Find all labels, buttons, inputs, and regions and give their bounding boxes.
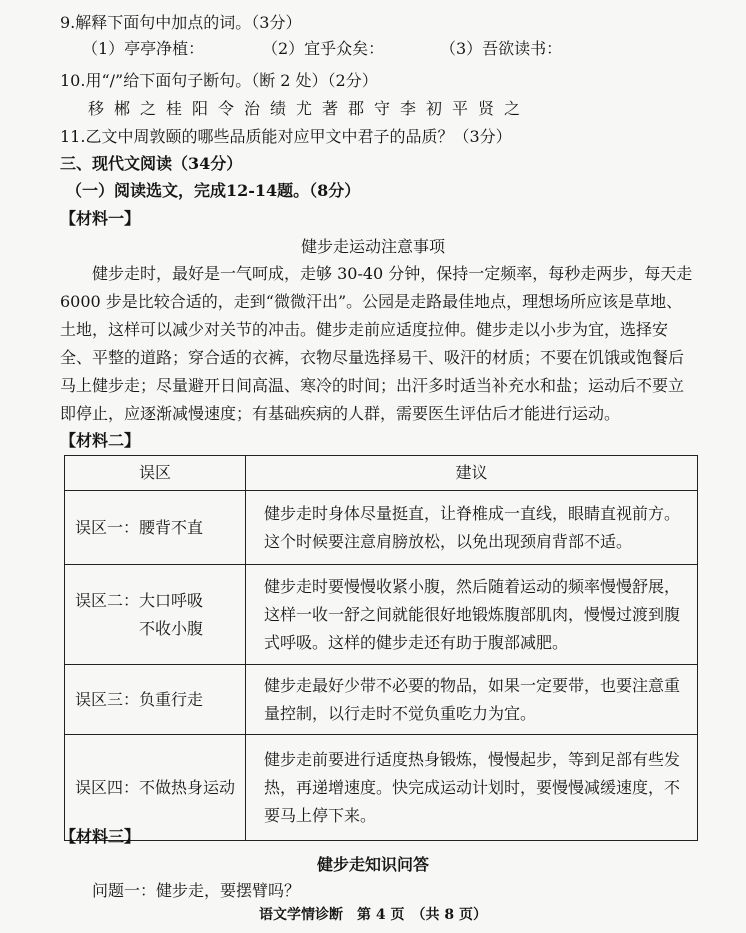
- suggestion-cell: 健步走时要慢慢收紧小腹，然后随着运动的频率慢慢舒展，这样一收一舒之间就能很好地锻炼腹部肌肉，慢慢过渡到腹式呼吸。这样的健步走还有助于腹部减肥。: [246, 565, 698, 665]
- suggestion-cell: 健步走时身体尽量挺直，让脊椎成一直线，眼睛直视前方。这个时候要注意肩膀放松，以免出现颈肩背部不适。: [246, 491, 698, 565]
- misconception-cell: [65, 735, 246, 841]
- q9-item-3: （3）吾欲读书：: [440, 39, 563, 58]
- q10-sentence: 移郴之桂阳令治绩尤著郡守李初平贤之: [88, 99, 531, 118]
- section-3-subheading: （一）阅读选文，完成12-14题。（8分）: [66, 181, 361, 200]
- question-10: 10.用“/”给下面句子断句。（断 2 处）（2分）: [60, 71, 378, 90]
- table-row: [65, 735, 698, 841]
- misconception-cell: [65, 491, 246, 565]
- misconception-text: 误区一：腰背不直: [75, 517, 204, 537]
- table-row: [65, 665, 698, 735]
- misconception-text: 误区三：负重行走: [75, 689, 204, 709]
- misconception-cell: [65, 565, 246, 665]
- suggestion-cell: 健步走前要进行适度热身锻炼，慢慢起步，等到足部有些发热，再递增速度。快完成运动计划时，要慢慢减缓速度，不要马上停下来。: [246, 735, 698, 841]
- material-3-question-1: 问题一：健步走，要摆臂吗？: [92, 881, 301, 900]
- misconception-cell: [65, 665, 246, 735]
- misconception-text-2: 不收小腹: [139, 618, 204, 638]
- material-1-label: 【材料一】: [60, 209, 141, 228]
- table-row: [65, 565, 698, 665]
- q9-item-2: （2）宜乎众矣：: [262, 39, 385, 58]
- table-row: [65, 491, 698, 565]
- suggestion-cell: 健步走最好少带不必要的物品，如果一定要带，也要注意重量控制，以行走时不觉负重吃力为宜。: [246, 665, 698, 735]
- misconception-text: 误区二：大口呼吸: [75, 590, 204, 610]
- header-misconception: 误区: [65, 456, 246, 491]
- question-11: 11.乙文中周敦颐的哪些品质能对应甲文中君子的品质？（3分）: [60, 127, 512, 146]
- q9-item-1: （1）亭亭净植：: [82, 39, 205, 58]
- material-3-label: 【材料三】: [60, 827, 141, 846]
- header-suggestion: 建议: [246, 456, 698, 491]
- misconception-table: [64, 455, 698, 841]
- question-9: 9.解释下面句中加点的词。（3分）: [60, 13, 302, 32]
- material-1-body: 健步走时，最好是一气呵成，走够 30-40 分钟，保持一定频率，每秒走两步，每天走6000 步是比较合适的，走到“微微汗出”。公园是走路最佳地点，理想场所应该是草地、土地，这样可以减少对关节的冲击。健步走前应适度拉伸。健步走以小步为宜，选择安全、平整的道路；穿合适的衣裤，衣物尽量选择易干、吸汗的材质；不要在饥饿或饱餐后马上健步走；尽量避开日间高温、寒冷的时间；出汗多时适当补充水和盐；运动后不要立即停止，应逐渐减慢速度；有基础疾病的人群，需要医生评估后才能进行运动。: [60, 264, 693, 423]
- misconception-text: 误区四：不做热身运动: [75, 777, 236, 797]
- table-header-row: [65, 456, 698, 491]
- section-3-heading: 三、现代文阅读（34分）: [60, 154, 243, 173]
- material-3-title: 健步走知识问答: [316, 855, 429, 874]
- material-1-title: 健步走运动注意事项: [300, 237, 445, 256]
- page-footer: 语文学情诊断 第 4 页 （共 8 页）: [259, 907, 487, 923]
- material-2-label: 【材料二】: [60, 431, 141, 450]
